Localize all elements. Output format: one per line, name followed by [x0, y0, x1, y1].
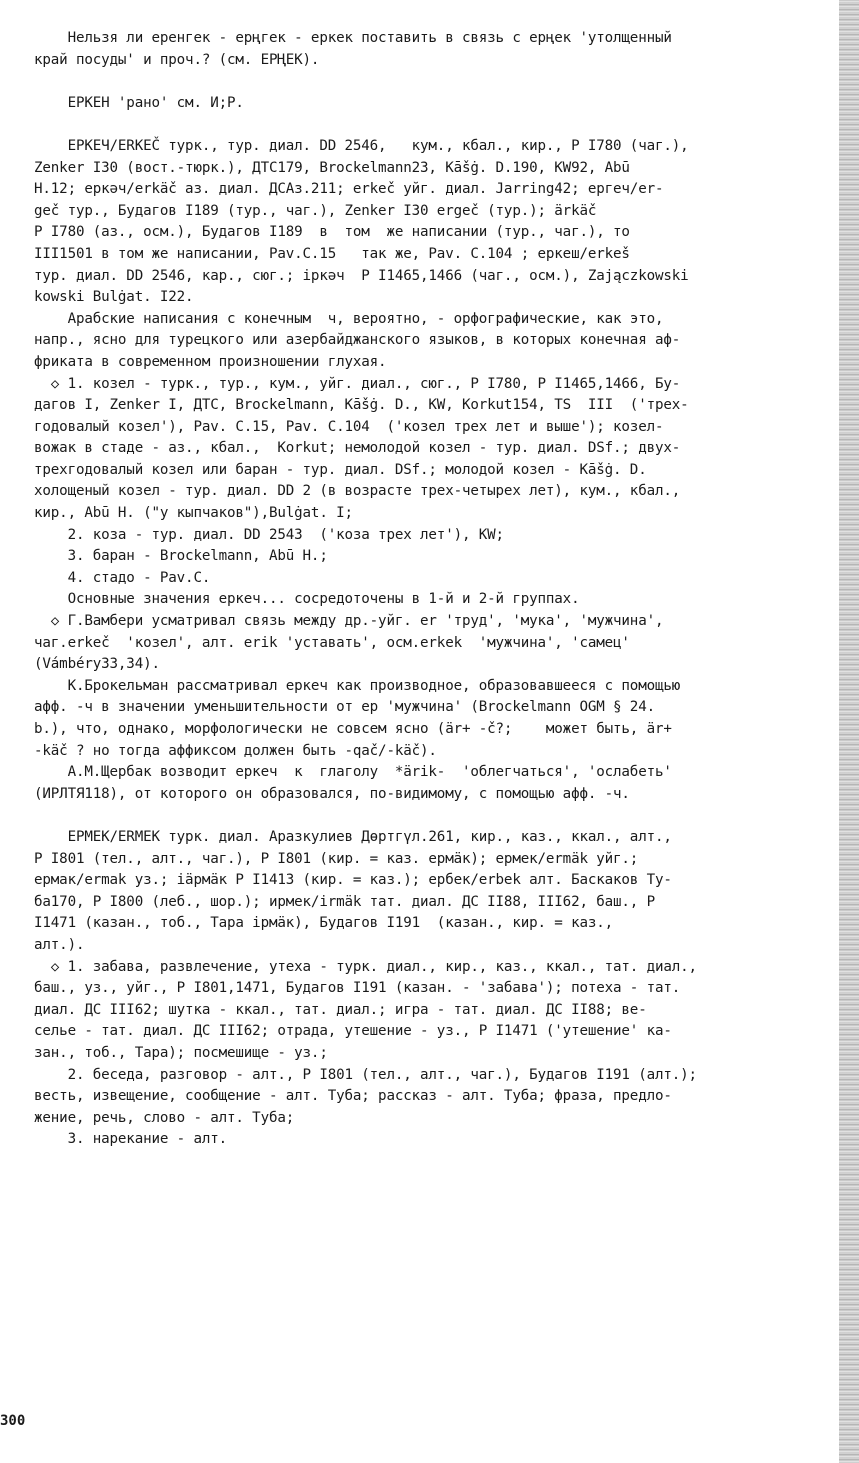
text-line: 4. стадо - Pav.C.	[34, 569, 211, 586]
text-line: 2. коза - тур. диал. DD 2543 ('коза трех лет'), KW;	[34, 526, 504, 543]
text-line: селье - тат. диал. ДС III62; отрада, утешение - уз., Р I1471 ('утешение' ка-	[34, 1023, 672, 1040]
text-line: афф. -ч в значении уменьшительности от ер 'мужчина' (Brockelmann OGM § 24.	[34, 699, 655, 716]
text-line: III1501 в том же написании, Pav.C.15 так же, Pav. C.104 ; еркеш/erkeš	[34, 245, 630, 262]
text-line: жение, речь, слово - алт. Туба;	[34, 1109, 295, 1126]
text-line: диал. ДС III62; шутка - ккал., тат. диал.; игра - тат. диал. ДС II88; ве-	[34, 1001, 647, 1018]
text-line: I1471 (казан., тоб., Тара ірмäк), Будагов I191 (казан., кир. = каз.,	[34, 915, 614, 932]
text-line: фриката в современном произношении глухая.	[34, 353, 387, 370]
text-line: тур. диал. DD 2546, кар., сюг.; іркәч P I1465,1466 (чаг., осм.), Zajączkowski	[34, 267, 689, 284]
text-line: К.Брокельман рассматривал еркеч как производное, образовавшееся с помощью	[34, 677, 681, 694]
text-line: ◇ 1. забава, развлечение, утеха - турк. диал., кир., каз., ккал., тат. диал.,	[34, 958, 697, 975]
text-line: geč тур., Будагов I189 (тур., чаг.), Zenker I30 ergeč (тур.); ärkäč	[34, 202, 597, 219]
text-line: kowski Bulġat. I22.	[34, 289, 194, 306]
text-line: Основные значения еркеч... сосредоточены в 1-й и 2-й группах.	[34, 591, 580, 608]
text-line: ба170, Р I800 (леб., шор.); ирмек/irmäk тат. диал. ДС II88, III62, баш., Р	[34, 893, 655, 910]
text-line: Р I780 (аз., осм.), Будагов I189 в том же написании (тур., чаг.), то	[34, 224, 630, 241]
text-line	[34, 114, 834, 136]
text-line: b.), что, однако, морфологически не совсем ясно (är+ -č?; может быть, är+	[34, 721, 672, 737]
dictionary-text	[34, 28, 834, 1151]
text-line: ермак/ermak уз.; іӓрмäк Р I1413 (кир. = каз.); ербек/erbek алт. Баскаков Ту-	[34, 872, 672, 889]
text-line: трехгодовалый козел или баран - тур. диал. DSf.; молодой козел - Kāšġ. D.	[34, 461, 647, 478]
text-line: вожак в стаде - аз., кбал., Korkut; немолодой козел - тур. диал. DSf.; двух-	[34, 440, 681, 457]
text-line	[34, 71, 834, 93]
text-line: ЕРКЕН 'рано' см. И;Р.	[34, 94, 244, 111]
text-line: кир., Abū H. ("у кыпчаков"),Bulġat. I;	[34, 505, 353, 522]
text-line: (ИРЛТЯ118), от которого он образовался, по-видимому, с помощью афф. -ч.	[34, 785, 630, 802]
text-line: Р I801 (тел., алт., чаг.), Р I801 (кир. = каз. ермäк); ермек/ermäk уйг.;	[34, 850, 639, 867]
text-line: Zenker I30 (вост.-тюрк.), ДТС179, Brockelmann23, Kāšġ. D.190, KW92, Abū	[34, 159, 630, 176]
text-line	[34, 805, 834, 827]
text-line: Н.12; еркәч/erkäč аз. диал. ДСАз.211; erkeč уйг. диал. Jarring42; ергеч/er-	[34, 181, 664, 198]
text-line: Арабские написания с конечным ч, вероятно, - орфографические, как это,	[34, 310, 664, 327]
scan-edge-shadow	[839, 0, 859, 1463]
text-line: край посуды' и проч.? (см. ЕРҢЕК).	[34, 51, 320, 68]
text-line: ◇ Г.Вамбери усматривал связь между др.-уйг. er 'труд', 'мука', 'мужчина',	[34, 613, 664, 630]
text-line: А.М.Щербак возводит еркеч к глаголу *ärik- 'облегчаться', 'ослабеть'	[34, 764, 672, 781]
text-line: годовалый козел'), Pav. C.15, Pav. C.104 ('козел трех лет и выше'); козел-	[34, 418, 664, 435]
text-line: 3. баран - Brockelmann, Abū H.;	[34, 548, 328, 565]
text-line: ЕРМЕК/ERMEK турк. диал. Аразкулиев Дөртгүл.261, кир., каз., ккал., алт.,	[34, 828, 672, 845]
text-line: 3. нарекание - алт.	[34, 1131, 228, 1148]
text-line: зан., тоб., Тара); посмешище - уз.;	[34, 1044, 328, 1061]
text-line: дагов I, Zenker I, ДТС, Brockelmann, Kāšġ. D., KW, Korkut154, TS III ('трех-	[34, 397, 689, 414]
text-line: Нельзя ли еренгек - ерңгек - еркек поставить в связь с ерңек 'утолщенный	[34, 30, 672, 46]
text-line: (Vámbéry33,34).	[34, 656, 160, 673]
page-number: 300	[0, 1413, 26, 1429]
text-line: 2. беседа, разговор - алт., Р I801 (тел., алт., чаг.), Будагов I191 (алт.);	[34, 1066, 697, 1083]
text-line: ◇ 1. козел - турк., тур., кум., уйг. диал., сюг., Р I780, Р I1465,1466, Бу-	[34, 375, 681, 392]
text-line: напр., ясно для турецкого или азербайджанского языков, в которых конечная аф-	[34, 332, 681, 349]
text-line: весть, извещение, сообщение - алт. Туба; рассказ - алт. Туба; фраза, предло-	[34, 1088, 672, 1105]
text-line: алт.).	[34, 936, 85, 953]
text-line: баш., уз., уйг., Р I801,1471, Будагов I191 (казан. - 'забава'); потеха - тат.	[34, 980, 681, 997]
text-line: холощеный козел - тур. диал. DD 2 (в возрасте трех-четырех лет), кум., кбал.,	[34, 483, 681, 500]
text-line: ЕРКЕЧ/ЕRКЕČ турк., тур. диал. DD 2546, кум., кбал., кир., Р I780 (чаг.),	[34, 137, 689, 154]
text-line: -käč ? но тогда аффиксом должен быть -qač/-käč).	[34, 742, 437, 759]
text-line: чаг.erkeč 'козел', алт. erik 'уставать', осм.erkek 'мужчина', 'самец'	[34, 634, 630, 651]
